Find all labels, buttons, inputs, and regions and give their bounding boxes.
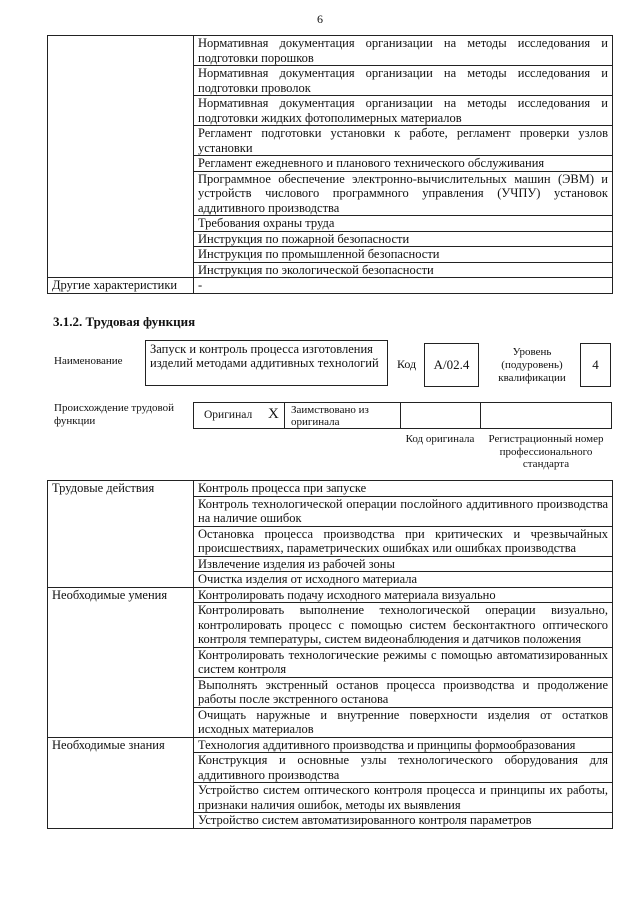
table-cell: Программное обеспечение электронно-вычислительных машин (ЭВМ) и устройств числового программного управления (УЧПУ) установок аддитивного производства bbox=[194, 171, 613, 216]
borrowed-label: Заимствовано из оригинала bbox=[291, 404, 369, 428]
top-requirements-table bbox=[47, 35, 613, 294]
code-original-label: Код оригинала bbox=[405, 433, 475, 445]
origin-label: Происхождение трудовой функции bbox=[54, 402, 175, 427]
labor-actions-label: Трудовые действия bbox=[48, 481, 194, 588]
table-cell: Инструкция по пожарной безопасности bbox=[194, 231, 613, 247]
table-row bbox=[48, 737, 613, 753]
table-cell: Конструкция и основные узлы технологического оборудования для аддитивного производства bbox=[194, 753, 613, 783]
code-label: Код bbox=[397, 357, 417, 371]
qualification-level-label: Уровень (подуровень) квалификации bbox=[498, 346, 566, 384]
table-row bbox=[48, 481, 613, 497]
table-cell: Извлечение изделия из рабочей зоны bbox=[194, 556, 613, 572]
table-cell: Контролировать технологические режимы с помощью автоматизированных систем контроля bbox=[194, 647, 613, 677]
table-cell: Нормативная документация организации на методы исследования и подготовки проволок bbox=[194, 66, 613, 96]
table-cell: Регламент подготовки установки к работе, регламент проверки узлов установки bbox=[194, 126, 613, 156]
table-row bbox=[48, 36, 613, 66]
table-cell: Контролировать подачу исходного материала визуально bbox=[194, 587, 613, 603]
table-row bbox=[48, 278, 613, 294]
table-cell: Устройство систем оптического контроля процесса и принципы их работы, признаки наличия ошибок, методы их выявления bbox=[194, 783, 613, 813]
table-cell: Контролировать выполнение технологической операции визуально, контролировать процесс с помощью систем бесконтактного оптического контроля температуры, систем видеонаблюдения и датчиков положения bbox=[194, 603, 613, 648]
table-cell: Выполнять экстренный останов процесса производства и продолжение работы после экстренного останова bbox=[194, 677, 613, 707]
origin-row bbox=[193, 402, 612, 429]
table-row bbox=[48, 587, 613, 603]
knowledge-label: Необходимые знания bbox=[48, 737, 194, 828]
table-cell: Устройство систем автоматизированного контроля параметров bbox=[194, 813, 613, 829]
section-title: 3.1.2. Трудовая функция bbox=[53, 314, 196, 329]
cell-divider bbox=[400, 403, 401, 428]
table-cell: Инструкция по промышленной безопасности bbox=[194, 247, 613, 263]
original-label: Оригинал bbox=[204, 409, 253, 421]
table-cell: Очищать наружные и внутренние поверхности изделия от остатков исходных материалов bbox=[194, 707, 613, 737]
page-number: 6 bbox=[317, 12, 323, 26]
table-cell: Инструкция по экологической безопасности bbox=[194, 262, 613, 278]
other-characteristics-value: - bbox=[194, 278, 613, 294]
table-cell: Остановка процесса производства при критических и чрезвычайных происшествиях, параметрических ошибках или ошибках производства bbox=[194, 526, 613, 556]
qualification-level-box: 4 bbox=[580, 343, 611, 387]
name-label: Наименование bbox=[54, 355, 123, 367]
table-cell: Нормативная документация организации на методы исследования и подготовки жидких фотополимерных материалов bbox=[194, 96, 613, 126]
skills-label: Необходимые умения bbox=[48, 587, 194, 737]
table-cell: Контроль технологической операции послойного аддитивного производства на наличие ошибок bbox=[194, 496, 613, 526]
function-code-box: А/02.4 bbox=[424, 343, 479, 387]
empty-label-cell bbox=[48, 36, 194, 278]
original-mark: X bbox=[268, 406, 279, 422]
labor-function-table bbox=[47, 480, 613, 829]
function-name-box: Запуск и контроль процесса изготовления изделий методами аддитивных технологий bbox=[145, 340, 388, 386]
cell-divider bbox=[480, 403, 481, 428]
table-cell: Нормативная документация организации на методы исследования и подготовки порошков bbox=[194, 36, 613, 66]
cell-divider bbox=[284, 403, 285, 428]
table-cell: Технология аддитивного производства и принципы формообразования bbox=[194, 737, 613, 753]
table-cell: Очистка изделия от исходного материала bbox=[194, 572, 613, 588]
other-characteristics-label: Другие характеристики bbox=[48, 278, 194, 294]
table-cell: Регламент ежедневного и планового технического обслуживания bbox=[194, 156, 613, 172]
registration-number-label: Регистрационный номер профессионального стандарта bbox=[488, 433, 604, 470]
table-cell: Контроль процесса при запуске bbox=[194, 481, 613, 497]
table-cell: Требования охраны труда bbox=[194, 216, 613, 232]
